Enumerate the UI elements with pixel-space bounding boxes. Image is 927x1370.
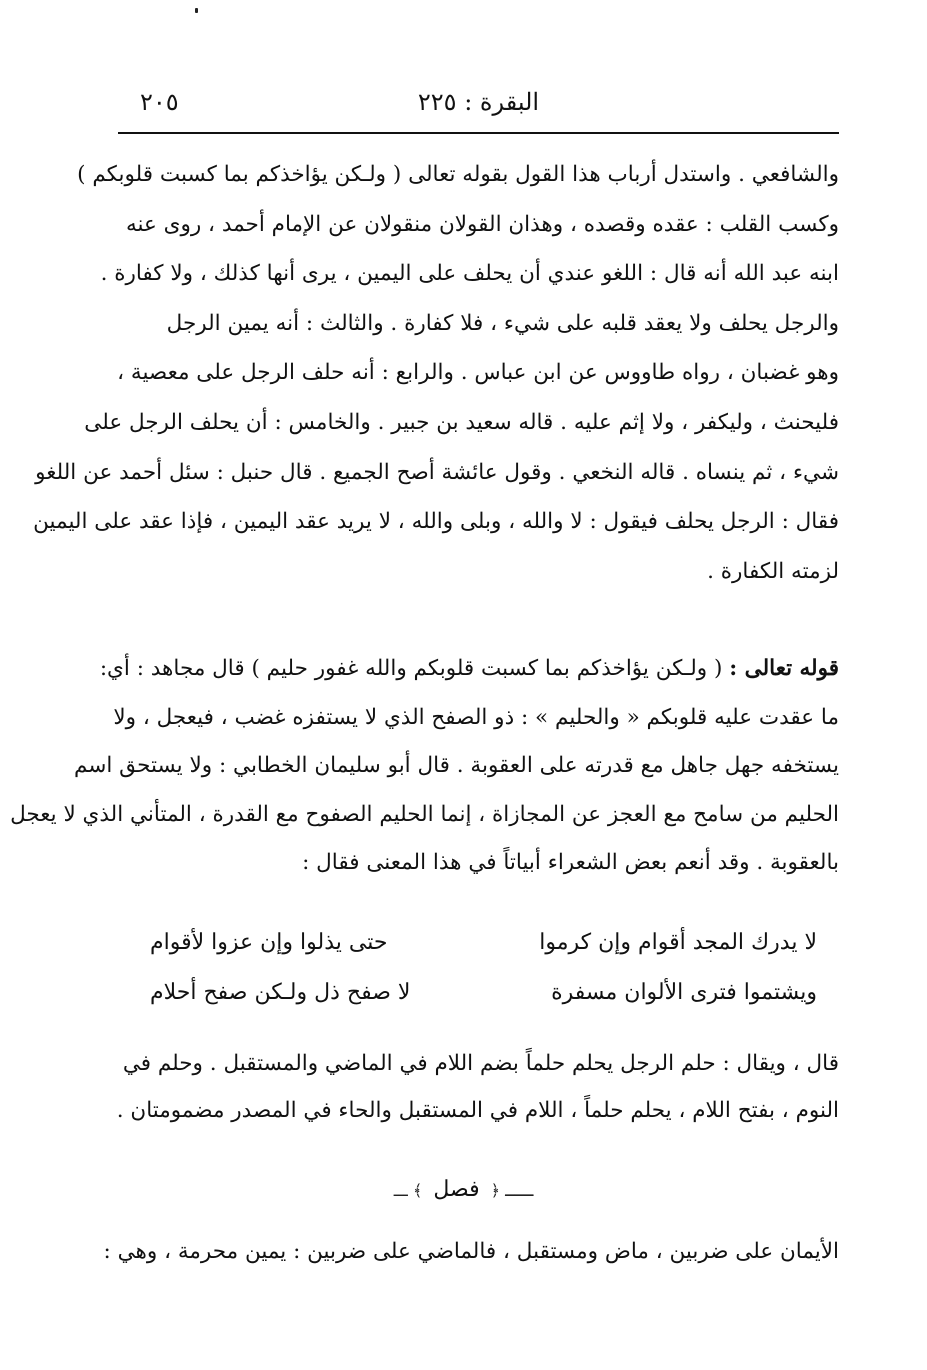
verse-quote: ( ولـكن يؤاخذكم بما كسبت قلوبكم والله غفور حليم ) قال مجاهد : أي:: [99, 656, 730, 681]
running-header: [118, 82, 839, 122]
verse-first-hemistich: لا يدرك المجد أقوام وإن كرموا: [539, 930, 817, 955]
text-line: فقال : الرجل يحلف فيقول : لا والله ، وبلى والله ، لا يريد عقد اليمين ، فإذا عقد على اليمين: [33, 509, 839, 535]
verse-lead: قوله تعالى :: [729, 656, 839, 681]
text-line: وكسب القلب : عقده وقصده ، وهذان القولان منقولان عن الإمام أحمد ، روى عنه: [125, 211, 839, 237]
paragraph-commentary: [10, 645, 839, 888]
text-line: [99, 645, 839, 694]
text-line: يستخفه جهل جاهل مع قدرته على العقوبة . قال أبو سليمان الخطابي : ولا يستحق اسم: [74, 753, 839, 779]
poem-verse: [150, 918, 817, 968]
text-line: فليحنث ، وليكفر ، ولا إثم عليه . قاله سعيد بن جبير . والخامس : أن يحلف الرجل على: [84, 409, 839, 435]
poem: [150, 918, 817, 1018]
ornament-left-icon: ـــ ﴿: [490, 1181, 534, 1200]
text-line: وهو غضبان ، رواه طاووس عن ابن عباس . والرابع : أنه حلف الرجل على معصية ،: [117, 360, 839, 386]
text-line: لزمته الكفارة .: [707, 558, 839, 584]
text-line: ما عقدت عليه قلوبكم « والحليم » : ذو الصفح الذي لا يستفزه غضب ، فيعجل ، ولا: [113, 704, 839, 730]
verse-second-hemistich: لا صفح ذل ولـكن صفح أحلام: [150, 980, 411, 1005]
section-heading: [0, 1168, 927, 1213]
text-line: شيء ، ثم ينساه . قاله النخعي . وقول عائشة أصح الجميع . قال حنبل : سئل أحمد عن اللغو: [35, 459, 839, 485]
text-line: الحليم من سامح مع العجز عن المجازاة ، إنما الحليم الصفوح مع القدرة ، المتأني الذي لا يعجل: [10, 801, 839, 827]
paragraph-lexical: [116, 1040, 839, 1134]
text-line: والشافعي . واستدل أرباب هذا القول بقوله تعالى ( ولـكن يؤاخذكم بما كسبت قلوبكم ): [77, 162, 839, 187]
verse-second-hemistich: حتى يذلوا وإن عزوا لأقوام: [150, 930, 388, 955]
text-line: ابنه عبد الله أنه قال : اللغو عندي أن يحلف على اليمين ، يرى أنها كذلك ، ولا كفارة .: [100, 261, 839, 287]
header-rule: [118, 132, 839, 134]
ink-speck: [195, 8, 198, 13]
paragraph-oaths: [103, 1229, 839, 1274]
text-line: والرجل يحلف ولا يعقد قلبه على شيء ، فلا كفارة . والثالث : أنه يمين الرجل: [166, 310, 839, 336]
surah-reference: البقرة : ٢٢٥: [417, 88, 540, 116]
text-line: الأيمان على ضربين ، ماض ومستقبل ، فالماضي على ضربين : يمين محرمة ، وهي :: [103, 1239, 839, 1264]
section-heading-label: فصل: [433, 1177, 480, 1202]
verse-first-hemistich: ويشتموا فترى الألوان مسفرة: [551, 980, 817, 1005]
paragraph-opening: [33, 150, 839, 596]
ornament-right-icon: ﴾ ـــ: [393, 1181, 423, 1200]
text-line: قال ، ويقال : حلم الرجل يحلم حلماً بضم اللام في الماضي والمستقبل . وحلم في: [122, 1051, 839, 1076]
text-line: النوم ، بفتح اللام ، يحلم حلماً ، اللام في المستقبل والحاء في المصدر مضمومتان .: [116, 1098, 839, 1123]
text-line: بالعقوبة . وقد أنعم بعض الشعراء أبياتاً في هذا المعنى فقال :: [302, 850, 839, 876]
page-number: ٢٠٥: [140, 88, 179, 116]
poem-verse: [150, 968, 817, 1018]
